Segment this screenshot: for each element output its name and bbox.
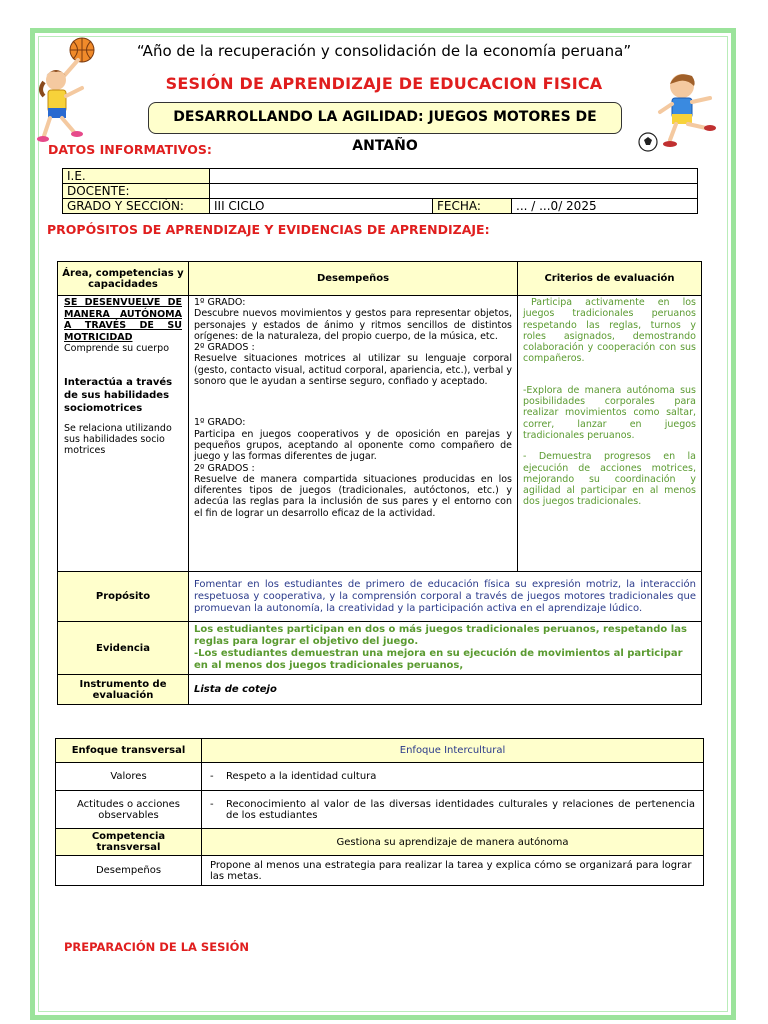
evidencia-text-2: -Los estudiantes demuestran una mejora en su ejecución de movimientos al participar en al menos dos juegos tradicionales peruanos, bbox=[194, 648, 683, 671]
page-title: SESIÓN DE APRENDIZAJE DE EDUCACION FISICA bbox=[165, 74, 603, 93]
table-row bbox=[58, 262, 702, 296]
col-criterios-header: Criterios de evaluación bbox=[518, 262, 702, 296]
grado2-label-2: 2º GRADOS : bbox=[194, 462, 255, 474]
instrumento-label: Instrumento de evaluación bbox=[58, 675, 189, 705]
year-motto: “Año de la recuperación y consolidación de la economía peruana” bbox=[136, 42, 632, 60]
table-row bbox=[58, 572, 702, 622]
fecha-value: ... / ...0/ 2025 bbox=[512, 199, 698, 214]
session-title: DESARROLLANDO LA AGILIDAD: JUEGOS MOTORES DE ANTAÑO bbox=[173, 109, 597, 154]
table-row bbox=[56, 763, 704, 791]
valores-cell bbox=[202, 763, 704, 791]
criterio-1: Participa activamente en los juegos tradicionales peruanos respetando las reglas, turnos y roles asignados, demostrando colaboración y cooperación con sus compañeros. bbox=[523, 297, 696, 365]
transversal-table bbox=[55, 738, 704, 886]
ie-label: I.E. bbox=[63, 169, 210, 184]
grado1-label-2: 1º GRADO: bbox=[194, 417, 246, 429]
evidencia-text-1: Los estudiantes participan en dos o más juegos tradicionales peruanos, respetando las reglas para lograr el objetivo del juego. bbox=[194, 624, 687, 647]
desempenos-label: Desempeños bbox=[56, 856, 202, 886]
propositos-table bbox=[57, 261, 702, 705]
dash: - bbox=[210, 798, 214, 810]
grado2-text: Resuelve situaciones motrices al utilizar su lenguaje corporal (gesto, contacto visual, actitud corporal, apariencia, etc.), verbal y sonoro que le ayudan a sentirse seguro, confiado y aceptado. bbox=[194, 353, 512, 388]
competencia-label: Competencia transversal bbox=[56, 829, 202, 856]
criterios-cell bbox=[518, 296, 702, 572]
docente-label: DOCENTE: bbox=[63, 184, 210, 199]
table-row bbox=[56, 856, 704, 886]
capacidad-2: Se relaciona utilizando sus habilidades socio motrices bbox=[64, 423, 172, 456]
docente-value bbox=[210, 184, 698, 199]
grado2-label: 2º GRADOS : bbox=[194, 342, 255, 354]
propositos-heading: PROPÓSITOS DE APRENDIZAJE Y EVIDENCIAS DE APRENDIZAJE: bbox=[47, 222, 490, 237]
proposito-text: Fomentar en los estudiantes de primero de educación física su expresión motriz, la interacción respetuosa y cooperativa, y la comprensión corporal a través de juegos motores tradicionales que promuevan la autonomía, la creatividad y la participación activa en el aprendizaje lúdico. bbox=[189, 572, 702, 622]
competencia-value: Gestiona su aprendizaje de manera autónoma bbox=[202, 829, 704, 856]
grado1-label: 1º GRADO: bbox=[194, 297, 246, 308]
table-row bbox=[58, 296, 702, 572]
evidencia-label: Evidencia bbox=[58, 622, 189, 675]
table-row bbox=[56, 739, 704, 763]
instrumento-text: Lista de cotejo bbox=[189, 675, 702, 705]
table-row bbox=[63, 169, 698, 184]
col-desempenos-header: Desempeños bbox=[189, 262, 518, 296]
grado-value: III CICLO bbox=[210, 199, 433, 214]
enfoque-value: Enfoque Intercultural bbox=[202, 739, 704, 763]
grado2-text-2: Resuelve de manera compartida situaciones producidas en los diferentes tipos de juegos (tradicionales, autóctonos, etc.) y adecúa las reglas para la inclusión de sus pares y el entorno con el fin de lograr un desarrollo eficaz de la actividad. bbox=[194, 473, 512, 519]
grado1-text: Descubre nuevos movimientos y gestos para representar objetos, personajes y estados de ánimo y ritmos sencillos de distintos orígenes: de la naturaleza, del propio cuerpo, de la música, etc. bbox=[194, 308, 512, 342]
competencia-1: SE DESENVUELVE DE MANERA AUTÓNOMA A TRAVÉS DE SU MOTRICIDAD bbox=[64, 297, 182, 343]
valores-label: Valores bbox=[56, 763, 202, 791]
proposito-label: Propósito bbox=[58, 572, 189, 622]
evidencia-cell bbox=[189, 622, 702, 675]
table-row bbox=[63, 184, 698, 199]
dash: - bbox=[210, 771, 214, 782]
session-title-banner bbox=[148, 102, 622, 154]
preparacion-heading: PREPARACIÓN DE LA SESIÓN bbox=[64, 940, 250, 954]
enfoque-label: Enfoque transversal bbox=[56, 739, 202, 763]
grado1-text-2: Participa en juegos cooperativos y de oposición en parejas y pequeños grupos, aceptando al oponente como compañero de juego y las formas diferentes de jugar. bbox=[194, 428, 512, 463]
table-row bbox=[63, 199, 698, 214]
fecha-label: FECHA: bbox=[433, 199, 512, 214]
criterio-3: - Demuestra progresos en la ejecución de acciones motrices, mejorando su coordinación y agilidad al participar en al menos dos juegos tradicionales. bbox=[523, 451, 696, 508]
ie-value bbox=[210, 169, 698, 184]
datos-table bbox=[62, 168, 698, 214]
desempenos-cell bbox=[189, 296, 518, 572]
criterio-2: -Explora de manera autónoma sus posibilidades corporales para realizar movimientos como saltar, correr, lanzar en juegos tradicionales peruanos. bbox=[523, 384, 696, 441]
table-row bbox=[56, 791, 704, 829]
grado-label: GRADO Y SECCIÓN: bbox=[63, 199, 210, 214]
table-row bbox=[58, 675, 702, 705]
actitudes-label: Actitudes o acciones observables bbox=[56, 791, 202, 829]
col-area-header: Área, competencias y capacidades bbox=[58, 262, 189, 296]
actitudes-value: Reconocimiento al valor de las diversas identidades culturales y relaciones de pertenencia de los estudiantes bbox=[226, 798, 695, 821]
table-row bbox=[56, 829, 704, 856]
area-cell bbox=[58, 296, 189, 572]
competencia-2: Interactúa a través de sus habilidades sociomotrices bbox=[64, 377, 173, 414]
datos-heading: DATOS INFORMATIVOS: bbox=[48, 142, 212, 157]
desempenos-value: Propone al menos una estrategia para realizar la tarea y explica cómo se organizará para lograr las metas. bbox=[202, 856, 704, 886]
valores-value: Respeto a la identidad cultura bbox=[226, 771, 377, 782]
actitudes-cell bbox=[202, 791, 704, 829]
capacidad-1: Comprende su cuerpo bbox=[64, 343, 170, 354]
table-row bbox=[58, 622, 702, 675]
